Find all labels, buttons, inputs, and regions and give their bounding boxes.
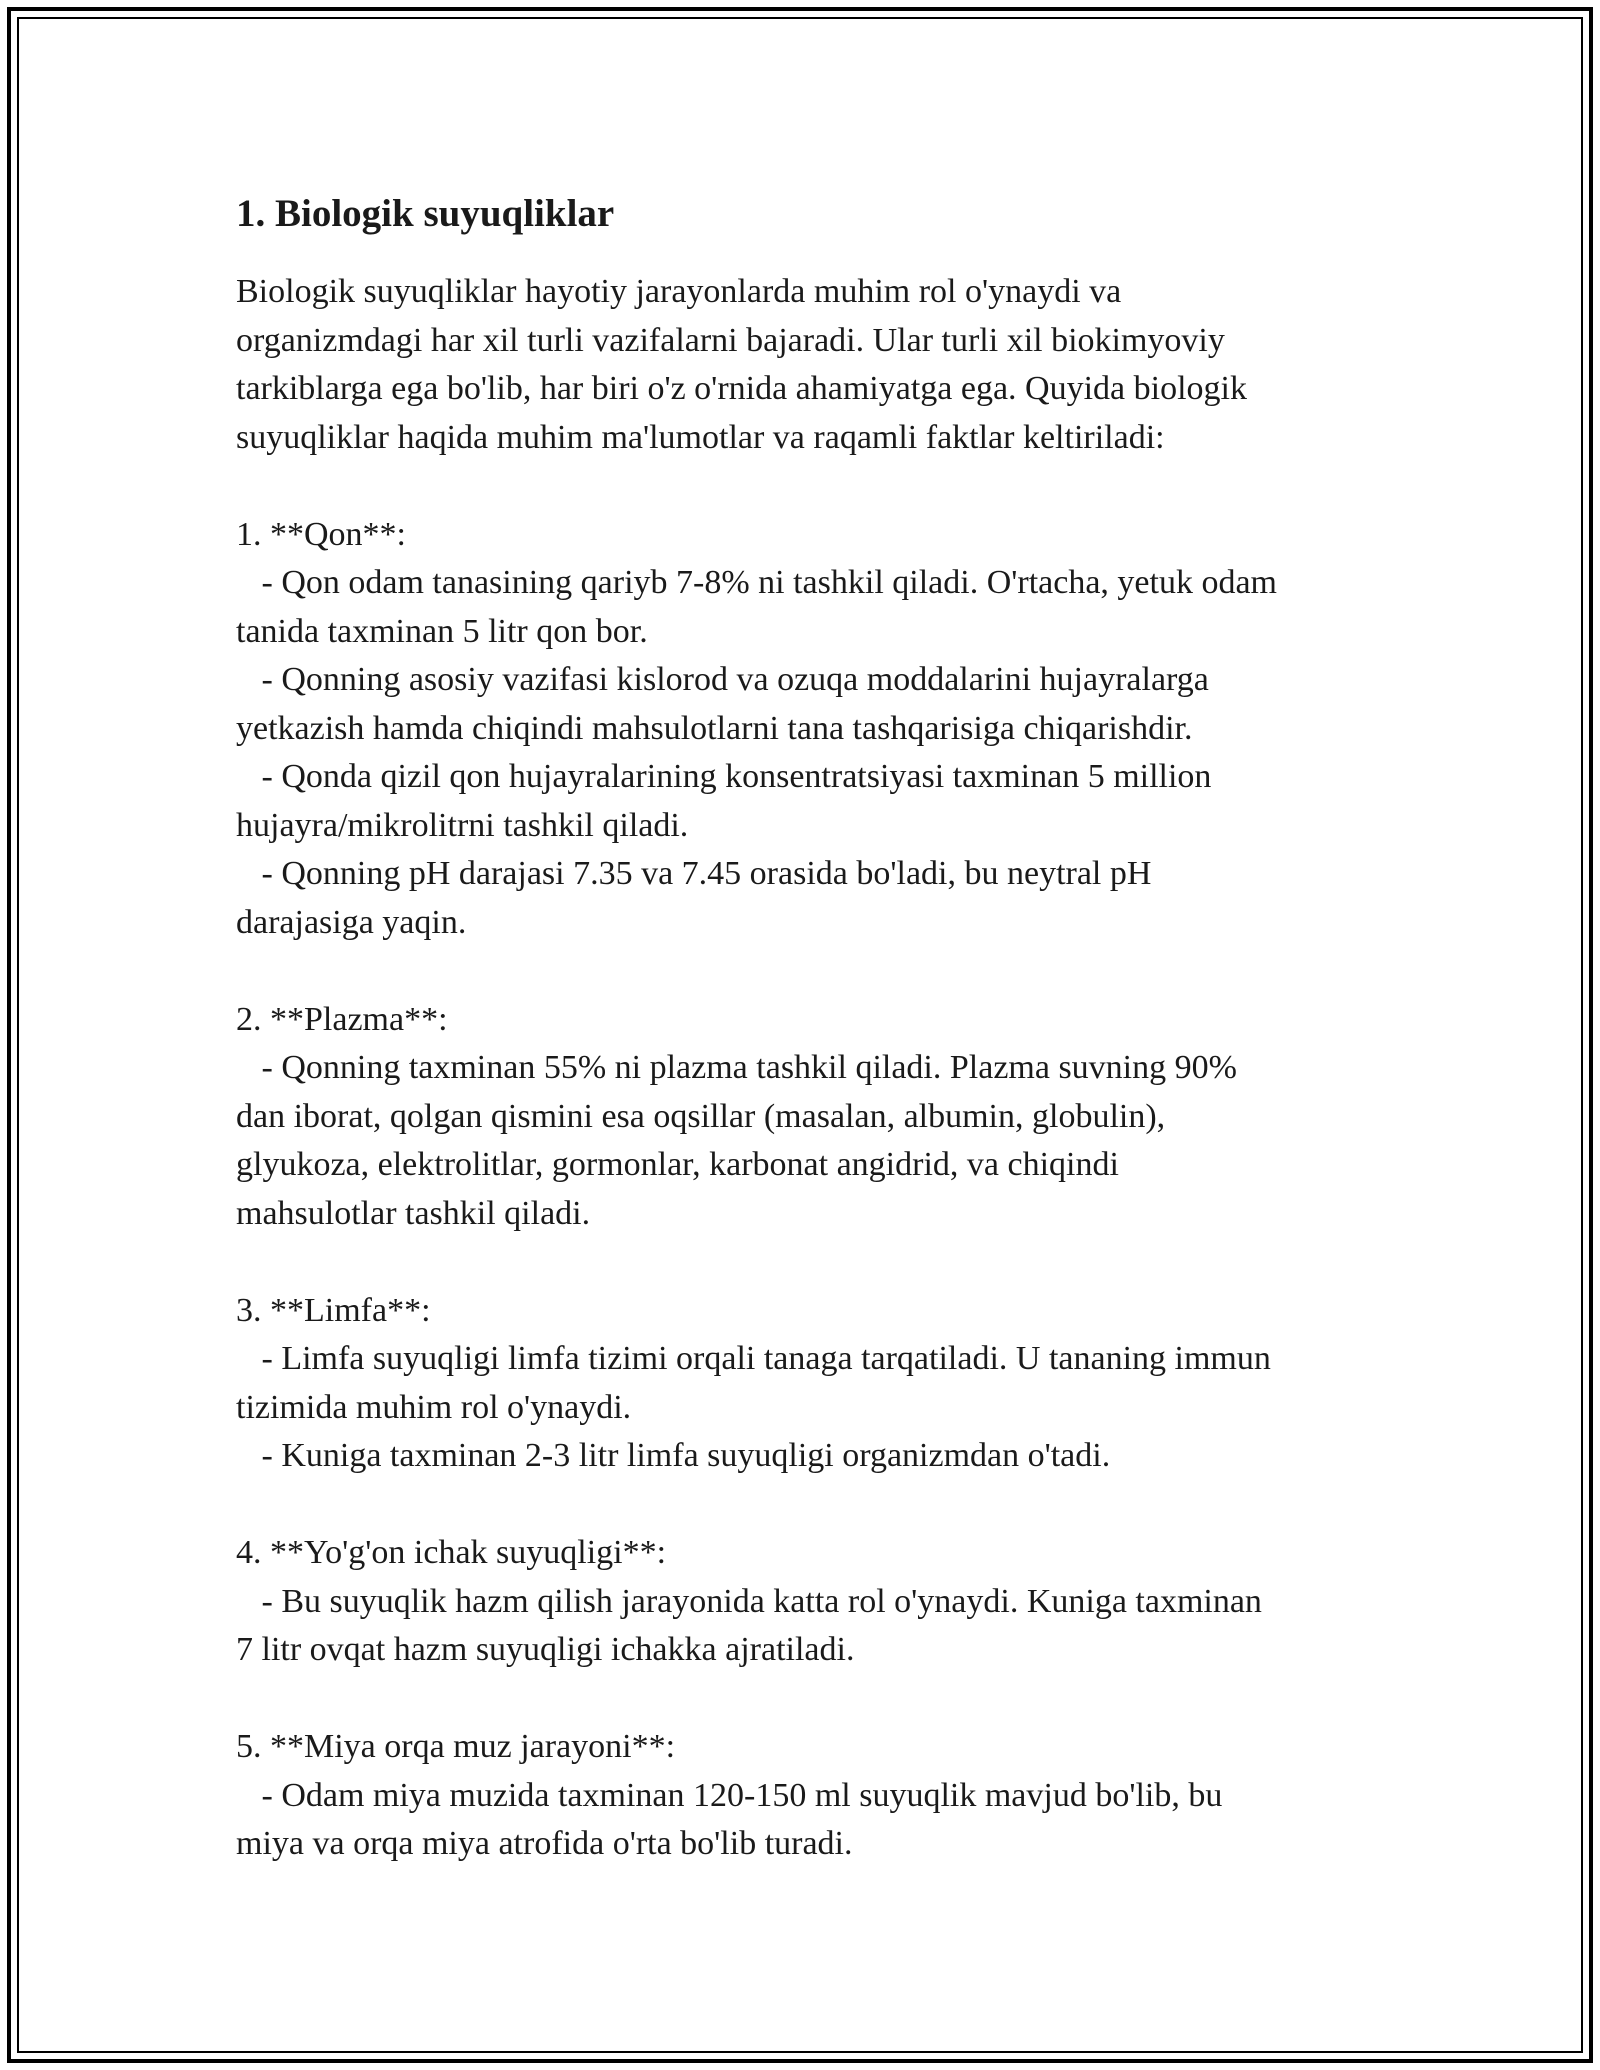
document-content <box>236 186 1396 1869</box>
section-body-text: Biologik suyuqliklar hayotiy jarayonlarda muhim rol o'ynaydi va organizmdagi har xil turli vazifalarni bajaradi. Ular turli xil biokimyoviy tarkiblarga ega bo'lib, har biri o'z o'rnida ahamiyatga ega. Quyida biologik suyuqliklar haqida muhim ma'lumotlar va raqamli faktlar keltiriladi: 1. **Qon**: - Qon odam tanasining qariyb 7-8% ni tashkil qiladi. O'rtacha, yetuk odam tanida taxminan 5 litr qon bor. - Qonning asosiy vazifasi kislorod va ozuqa moddalarini hujayralarga yetkazish hamda chiqindi mahsulotlarni tana tashqarisiga chiqarishdir. - Qonda qizil qon hujayralarining konsentratsiyasi taxminan 5 million hujayra/mikrolitrni tashkil qiladi. - Qonning pH darajasi 7.35 va 7.45 orasida bo'ladi, bu neytral pH darajasiga yaqin. 2. **Plazma**: - Qonning taxminan 55% ni plazma tashkil qiladi. Plazma suvning 90% dan iborat, qolgan qismini esa oqsillar (masalan, albumin, globulin), glyukoza, elektrolitlar, gormonlar, karbonat angidrid, va chiqindi mahsulotlar tashkil qiladi. 3. **Limfa**: - Limfa suyuqligi limfa tizimi orqali tanaga tarqatiladi. U tananing immun tizimida muhim rol o'ynaydi. - Kuniga taxminan 2-3 litr limfa suyuqligi organizmdan o'tadi. 4. **Yo'g'on ichak suyuqligi**: - Bu suyuqlik hazm qilish jarayonida katta rol o'ynaydi. Kuniga taxminan 7 litr ovqat hazm suyuqligi ichakka ajratiladi. 5. **Miya orqa muz jarayoni**: - Odam miya muzida taxminan 120-150 ml suyuqlik mavjud bo'lib, bu miya va orqa miya atrofida o'rta bo'lib turadi. <box>236 273 1278 1862</box>
section-title: 1. Biologik suyuqliklar <box>236 192 615 235</box>
